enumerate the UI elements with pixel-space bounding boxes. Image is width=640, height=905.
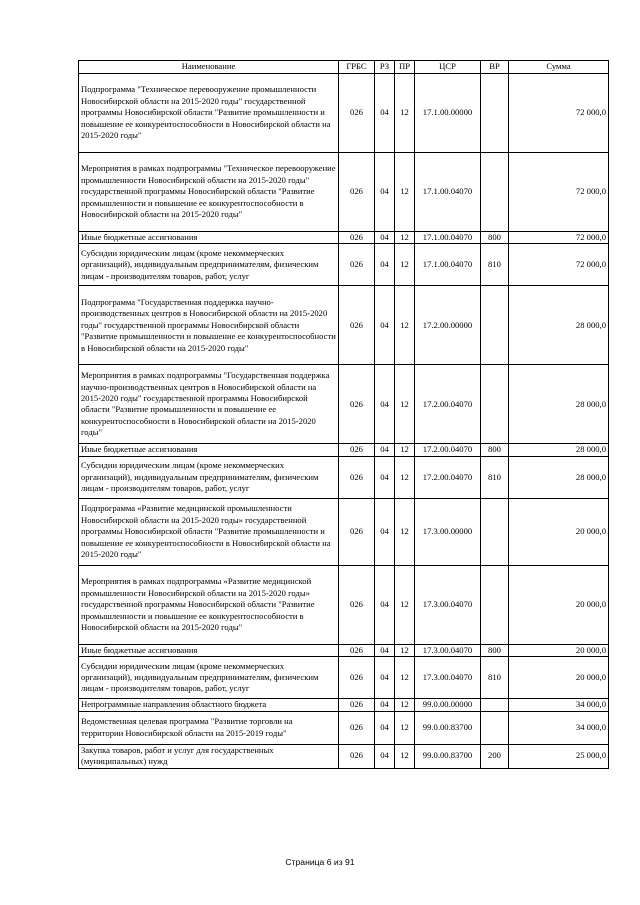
cell-grbs: 026 xyxy=(339,153,375,232)
cell-name: Подпрограмма "Государственная поддержка научно-производственных центров в Новосибирской области на 2015-2020 годы" государственной программы Новосибирской области "Развитие промышленности и повышение ее конкурентоспособности в Новосибирской области на 2015-2020 годы" xyxy=(79,286,339,365)
cell-csr: 17.3.00.00000 xyxy=(415,498,481,565)
cell-vr: 800 xyxy=(481,644,509,656)
cell-pr: 12 xyxy=(395,699,415,711)
cell-vr xyxy=(481,286,509,365)
cell-csr: 17.3.00.04070 xyxy=(415,565,481,644)
cell-sum: 20 000,0 xyxy=(509,498,609,565)
cell-csr: 17.1.00.04070 xyxy=(415,244,481,286)
cell-name: Мероприятия в рамках подпрограммы "Техническое перевооружение промышленности Новосибирской области на 2015-2020 годы" государственной программы Новосибирской области "Развитие промышленности и повышение ее конкурентоспособности в Новосибирской области на 2015-2020 годы" xyxy=(79,153,339,232)
cell-name: Субсидии юридическим лицам (кроме некоммерческих организаций), индивидуальным предпринимателям, физическим лицам - производителям товаров, работ, услуг xyxy=(79,456,339,498)
cell-rz: 04 xyxy=(375,644,395,656)
cell-name: Иные бюджетные ассигнования xyxy=(79,644,339,656)
cell-csr: 99.0.00.00000 xyxy=(415,699,481,711)
cell-vr: 200 xyxy=(481,744,509,768)
cell-name: Мероприятия в рамках подпрограммы «Развитие медицинской промышленности Новосибирской области на 2015-2020 годы» государственной программы Новосибирской области "Развитие промышленности и повышение ее конкурентоспособности в Новосибирской области на 2015-2020 годы" xyxy=(79,565,339,644)
cell-vr: 800 xyxy=(481,444,509,456)
cell-vr xyxy=(481,153,509,232)
cell-pr: 12 xyxy=(395,657,415,699)
cell-grbs: 026 xyxy=(339,657,375,699)
cell-pr: 12 xyxy=(395,456,415,498)
cell-rz: 04 xyxy=(375,711,395,744)
cell-rz: 04 xyxy=(375,232,395,244)
cell-rz: 04 xyxy=(375,498,395,565)
header-rz: РЗ xyxy=(375,61,395,74)
cell-rz: 04 xyxy=(375,456,395,498)
cell-csr: 17.2.00.04070 xyxy=(415,365,481,444)
header-pr: ПР xyxy=(395,61,415,74)
table-row xyxy=(79,244,609,286)
table-row xyxy=(79,711,609,744)
cell-rz: 04 xyxy=(375,365,395,444)
cell-sum: 25 000,0 xyxy=(509,744,609,768)
table-row xyxy=(79,286,609,365)
cell-sum: 34 000,0 xyxy=(509,711,609,744)
cell-rz: 04 xyxy=(375,153,395,232)
cell-csr: 17.3.00.04070 xyxy=(415,657,481,699)
cell-name: Подпрограмма "Техническое перевооружение промышленности Новосибирской области на 2015-2020 годы" государственной программы Новосибирской области "Развитие промышленности и повышение ее конкурентоспособности в Новосибирской области на 2015-2020 годы" xyxy=(79,74,339,153)
cell-name: Мероприятия в рамках подпрограммы "Государственная поддержка научно-производственных центров в Новосибирской области на 2015-2020 годы" государственной программы Новосибирской области "Развитие промышленности и повышение ее конкурентоспособности в Новосибирской области на 2015-2020 годы" xyxy=(79,365,339,444)
cell-sum: 72 000,0 xyxy=(509,153,609,232)
cell-name: Непрограммные направления областного бюджета xyxy=(79,699,339,711)
table-row xyxy=(79,444,609,456)
cell-csr: 99.0.00.83700 xyxy=(415,744,481,768)
cell-pr: 12 xyxy=(395,244,415,286)
cell-sum: 20 000,0 xyxy=(509,644,609,656)
table-row xyxy=(79,456,609,498)
cell-vr xyxy=(481,565,509,644)
cell-grbs: 026 xyxy=(339,74,375,153)
cell-rz: 04 xyxy=(375,444,395,456)
cell-grbs: 026 xyxy=(339,644,375,656)
cell-csr: 17.2.00.04070 xyxy=(415,444,481,456)
cell-vr: 800 xyxy=(481,232,509,244)
cell-pr: 12 xyxy=(395,744,415,768)
cell-pr: 12 xyxy=(395,711,415,744)
cell-name: Субсидии юридическим лицам (кроме некоммерческих организаций), индивидуальным предпринимателям, физическим лицам - производителям товаров, работ, услуг xyxy=(79,244,339,286)
cell-name: Подпрограмма «Развитие медицинской промышленности Новосибирской области на 2015-2020 годы» государственной программы Новосибирской области "Развитие промышленности и повышение ее конкурентоспособности в Новосибирской области на 2015-2020 годы" xyxy=(79,498,339,565)
cell-sum: 20 000,0 xyxy=(509,657,609,699)
cell-pr: 12 xyxy=(395,498,415,565)
cell-rz: 04 xyxy=(375,699,395,711)
cell-pr: 12 xyxy=(395,153,415,232)
cell-sum: 72 000,0 xyxy=(509,74,609,153)
table-row xyxy=(79,74,609,153)
cell-sum: 28 000,0 xyxy=(509,365,609,444)
table-row xyxy=(79,232,609,244)
cell-csr: 17.2.00.00000 xyxy=(415,286,481,365)
cell-pr: 12 xyxy=(395,444,415,456)
cell-vr xyxy=(481,74,509,153)
cell-name: Иные бюджетные ассигнования xyxy=(79,444,339,456)
cell-csr: 17.1.00.00000 xyxy=(415,74,481,153)
cell-rz: 04 xyxy=(375,286,395,365)
cell-csr: 17.3.00.04070 xyxy=(415,644,481,656)
table-row xyxy=(79,657,609,699)
header-vr: ВР xyxy=(481,61,509,74)
cell-grbs: 026 xyxy=(339,498,375,565)
cell-vr xyxy=(481,711,509,744)
page-number: Страница 6 из 91 xyxy=(285,857,355,867)
cell-name: Иные бюджетные ассигнования xyxy=(79,232,339,244)
header-csr: ЦСР xyxy=(415,61,481,74)
cell-grbs: 026 xyxy=(339,456,375,498)
budget-table xyxy=(78,60,609,769)
cell-rz: 04 xyxy=(375,744,395,768)
cell-vr: 810 xyxy=(481,456,509,498)
cell-csr: 99.0.00.83700 xyxy=(415,711,481,744)
cell-csr: 17.1.00.04070 xyxy=(415,232,481,244)
cell-grbs: 026 xyxy=(339,744,375,768)
cell-name: Ведомственная целевая программа "Развитие торговли на территории Новосибирской области на 2015-2019 годы" xyxy=(79,711,339,744)
table-header-row xyxy=(79,61,609,74)
header-sum: Сумма xyxy=(509,61,609,74)
table-row xyxy=(79,565,609,644)
cell-grbs: 026 xyxy=(339,286,375,365)
cell-sum: 28 000,0 xyxy=(509,286,609,365)
cell-name: Субсидии юридическим лицам (кроме некоммерческих организаций), индивидуальным предпринимателям, физическим лицам - производителям товаров, работ, услуг xyxy=(79,657,339,699)
cell-sum: 28 000,0 xyxy=(509,456,609,498)
cell-pr: 12 xyxy=(395,565,415,644)
cell-sum: 20 000,0 xyxy=(509,565,609,644)
cell-pr: 12 xyxy=(395,74,415,153)
cell-sum: 72 000,0 xyxy=(509,244,609,286)
cell-grbs: 026 xyxy=(339,711,375,744)
cell-vr xyxy=(481,699,509,711)
header-grbs: ГРБС xyxy=(339,61,375,74)
cell-grbs: 026 xyxy=(339,244,375,286)
cell-rz: 04 xyxy=(375,244,395,286)
cell-pr: 12 xyxy=(395,286,415,365)
cell-vr: 810 xyxy=(481,657,509,699)
cell-csr: 17.2.00.04070 xyxy=(415,456,481,498)
cell-csr: 17.1.00.04070 xyxy=(415,153,481,232)
cell-pr: 12 xyxy=(395,644,415,656)
header-name: Наименование xyxy=(79,61,339,74)
table-row xyxy=(79,498,609,565)
cell-vr: 810 xyxy=(481,244,509,286)
cell-grbs: 026 xyxy=(339,232,375,244)
cell-rz: 04 xyxy=(375,565,395,644)
cell-grbs: 026 xyxy=(339,365,375,444)
cell-grbs: 026 xyxy=(339,699,375,711)
table-row xyxy=(79,744,609,768)
cell-grbs: 026 xyxy=(339,444,375,456)
cell-rz: 04 xyxy=(375,657,395,699)
cell-vr xyxy=(481,498,509,565)
cell-pr: 12 xyxy=(395,365,415,444)
cell-rz: 04 xyxy=(375,74,395,153)
table-row xyxy=(79,365,609,444)
cell-sum: 34 000,0 xyxy=(509,699,609,711)
cell-name: Закупка товаров, работ и услуг для государственных (муниципальных) нужд xyxy=(79,744,339,768)
cell-vr xyxy=(481,365,509,444)
cell-sum: 28 000,0 xyxy=(509,444,609,456)
table-row xyxy=(79,644,609,656)
cell-sum: 72 000,0 xyxy=(509,232,609,244)
table-row xyxy=(79,699,609,711)
cell-grbs: 026 xyxy=(339,565,375,644)
cell-pr: 12 xyxy=(395,232,415,244)
table-row xyxy=(79,153,609,232)
